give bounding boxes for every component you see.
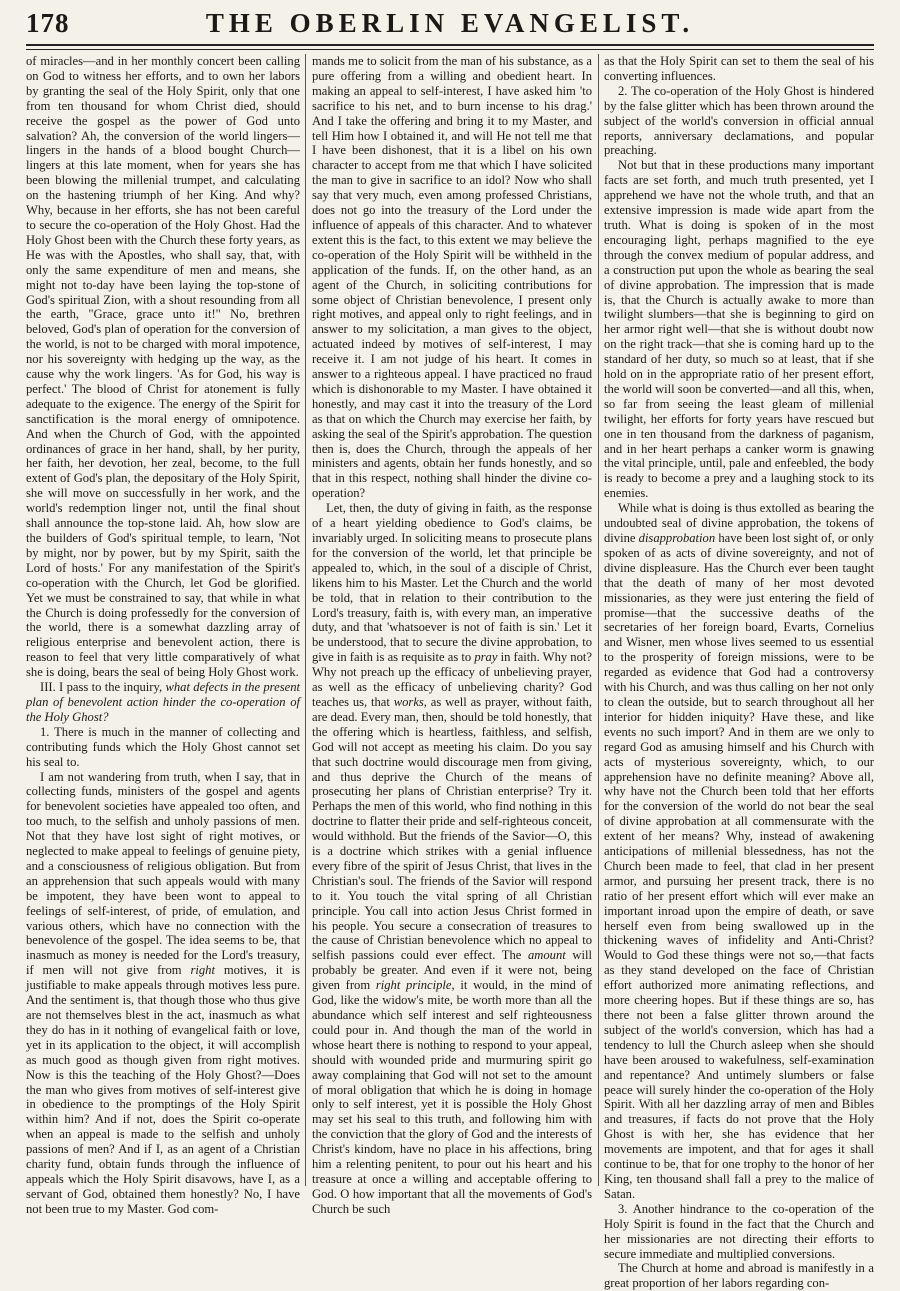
paragraph: 2. The co-operation of the Holy Ghost is hindered by the false glitter which has been thrown around the subject of the world's conversion in official annual reports, anniversary declamations, and popular preaching. [604,83,874,158]
italic-text: right [190,963,215,978]
paragraph: of miracles—and in her monthly concert been calling on God to witness her efforts, and to own her labors by granting the seal of the Holy Spirit, only that one from ten thousand for whom Christ died, should receive the gospel as the power of God unto salvation? Ah, the conversion of the world lingers—lingers in the hands of a blood bought Church—lingers at this late moment, when for years she has been blowing the millenial trumpet, and calculating on the hastening triumph of her King. And why? Why, because in her efforts, she has not been careful to secure the co-operation of the Holy Ghost. Had the Holy Ghost been with the Church these forty years, as He was with the Apostles, who shall say, that, with only the same expenditure of men and means, she might not to-day have been laying the top-stone of God's spiritual Zion, with a shout resounding from all the earth, "Grace, grace unto it!" No, brethren beloved, God's plan of operation for the conversion of the world, is not to be charged with moral impotence, nor his sovereignty with hedging up the way, as the cause why the work lingers. 'As for God, his way is perfect.' The blood of Christ for atonement is fully adequate to the exigence. The energy of the Spirit for sanctification is the moral energy of omnipotence. And when the Church of God, with the appointed ordinances of grace in her hand, shall, by her purity, her faith, her devotion, her zeal, become, to the full extent of God's plan, the depositary of the Holy Spirit, she will move on successfully in her work, and the world's redemption linger not, until the final shout shall announce the top-stone laid. Ah, how slow are the builders of God's spiritual temple, to learn, 'Not by might, nor by power, but by my Spirit, saith the Lord of hosts.' For any manifestation of the Spirit's co-operation with the Church, let God be glorified. Yet we must be constrained to say, that while in what the Church is doing professedly for the conversion of the world, there is a somewhat dazzling array of religious enterprise and benevolent action, there is reason to feel that very little comparatively of what she is doing, bears the seal of being Holy Ghost work. [26,54,300,680]
masthead-title: THE OBERLIN EVANGELIST. [205,8,695,38]
page-number: 178 [26,8,70,38]
italic-text: pray [474,650,498,665]
paragraph: 1. There is much in the manner of collecting and contributing funds which the Holy Ghost cannot set his seal to. [26,724,300,769]
italic-text: amount [527,948,566,963]
section-heading-paragraph [26,680,300,725]
paragraph [26,770,300,1217]
paragraph: Not but that in these productions many important facts are set forth, and much truth presented, yet I apprehend we have not the whole truth, and that an extensive impression is made wide apart from the truth. What is doing is spoken of in the most encouraging light, perhaps magnified to the eye through the convex medium of popular address, and a construction put upon the whole as bearing the seal of divine approbation. The impression that is made is, that the Church is actually awake to more than twilight slumbers—that she is beginning to gird on her armor right well—that she is without doubt now on the right track—that she is coming hard up to the standard of her duty, so much so at least, that if she hold on in the appropriate ratio of her present effort, the world will soon be converted—and all this, when, so far from seeing the least gleam of millenial twilight, her efforts for forty years have rescued but one in ten thousand from the darkness of paganism, and in her heart perhaps a canker worm is gnawing the vital principle, until, pale and enfeebled, the body is ready to become a prey and a laughing stock to its enemies. [604,158,875,501]
header-rule-thin [26,49,874,50]
column-divider [598,54,599,1186]
italic-text: right principle, [375,978,455,993]
italic-text: what defects in the present plan of benevolent action hinder the co-operation of the Holy Ghost? [26,680,300,724]
text-run: motives, it is justifiable to make appeals through motives less pure. And the sentiment is, that though those who thus give are not themselves blest in the act, inasmuch as what they do has in it nothing of evangelical faith or love, yet in its application to the object, it will accomplish as much good as though given from right motives. Now is this the teaching of the Holy Ghost?—Does the man who gives from motives of self-interest give in obedience to the promptings of the Holy Spirit within him? And if not, does the Spirit co-operate when an appeal is made to the selfish and unholy passions of men? And if I, as an agent of a Christian charity fund, obtain funds through the influence of appeals which the Holy Spirit disavows, have I, as a servant of God, obtained them honestly? No, I have not been true to my Master. God com- [26,963,300,1216]
page-header [26,8,874,40]
column-1 [26,54,300,1216]
paragraph [312,501,592,1217]
text-run: will probably be greater. And even if it were not, being given from [312,948,592,993]
italic-text: disapprobation [638,531,716,545]
text-run: as well as prayer, without faith, are dead. Every man, then, should be told honestly, that the offering which is heartless, faithless, and selfish, God will not accept as meeting his claim. Do you say that such doctrine would discourage men from giving, and thus deprive the Church of the means of prosecuting her plans of Christian enterprise? Try it. Perhaps the men of this world, who find nothing in this doctrine to flatter their pride and self-righteous conceit, would withhold. But the friends of the Savior—O, this is a doctrine which strikes with a genial influence every fibre of the spirit of Jesus Christ, that lives in the Christian's soul. The friends of the Savior will respond to it. You touch the vital spring of all Christian principle. You call into action Jesus Christ formed in his people. You secure a consecration of treasures to the cause of Christian benevolence which no appeal to selfish passions could ever effect. The [312,694,592,963]
text-run: have been lost sight of, or only spoken of as acts of divine sovereignty, and not of divine displeasure. Has the Church ever been taught that the death of many of her most devoted missionaries, as they were just entering the field of promise—that the successive deaths of the secretaries of her foreign board, Evarts, Cornelius and Wisner, men whose lives seemed to us essential to the prosperity of foreign missions, were to be regarded as evidence that God had a controversy with his Church, and was thus calling on her not only to clean the outside, but to search throughout all her interior for hidden iniquity? Have these, and like events no such import? And in them are we only to regard God as amusing himself and his Church with acts of mysterious sovereignty, which, to our apprehension have no definite meaning? Above all, why have not the Church been told that her efforts for the conversion of the world do not bear the seal of divine approbation at all commensurate with the extent of her means? Why, instead of awakening anticipations of millenial blessedness, has not the Church been made to feel, that clad in her present armor, and pursuing her present track, there is no ratio of her present effort which will ever make an important inroad upon the empire of death, or save herself even from being swallowed up in the thickening waves of infidelity and Anti-Christ? Would to God these things were not so,—that facts as they stand developed on the face of Christian effort authorized more animating reflections, and more cheering hopes. But if these things are so, has there not been a false glitter thrown around the subject of the world's conversion, which has had a tendency to lull the Church asleep when she should have been aroused to wakefulness, self-examination and repentance? And untimely slumbers or false peace will surely hinder the co-operation of the Holy Spirit. With all her dazzling array of men and Bibles and treasures, if facts do not prove that the Holy Ghost is with her, she has evidence that her movements are impotent, and that for ages it shall continue to be, that for one trophy to the honor of her King, ten thousand shall fall a prey to the malice of Satan. [604,531,874,1201]
paragraph [604,501,874,1202]
paragraph: mands me to solicit from the man of his substance, as a pure offering from a willing and obedient heart. In making an appeal to self-interest, I have asked him 'to sacrifice to his net, and to burn incense to his drag.' And I take the offering and bring it to my Master, and tell Him how I obtained it, and will He not tell me that I have been dishonest, that it is a libel on his own character to accept from me that which I have solicited the man to give in sacrifice to an idol? Now who shall say that very much, even among professed Christians, does not go into the treasury of the Lord under the influence of appeals of this character. And to whatever extent this is the fact, to this extent we may believe the co-operation of the Holy Spirit will be withheld in the application of the funds. If, on the other hand, as an agent of the Church, in soliciting contributions for some object of Christian benevolence, I present only right motives, and appeal only to right feelings, and in answer to my solicitation, a man gives to the object, actuated indeed by motives of self-interest, I may receive it. I am not judge of his heart. It comes in answer to a righteous appeal. I have practiced no fraud which is dishonorable to my Master. I have obtained it honestly, and may cast it into the treasury of the Lord as that on which the Church may exercise her faith, by asking the seal of the Spirit's approbation. The question then is, does the Church, through the appeals of her ministers and agents, obtain her funds honestly, and so that in this respect, nothing shall hinder the divine co-operation? [312,54,592,501]
column-3 [604,54,875,1291]
paragraph: The Church at home and abroad is manifestly in a great proportion of her labors regarding con- [604,1261,874,1291]
column-divider [305,54,306,1186]
text-run: in faith. Why not? Why not preach up the efficacy of unbelieving prayer, as well as the efficacy of unbelieving charity? God teaches us, that [312,650,592,709]
header-rule-thick [26,44,874,46]
text-run: it would, in the mind of God, like the widow's mite, be worth more than all the abundance which self interest and self righteousness could pour in. And though the man of the world in whose heart there is nothing to respond to your appeal, should with wounded pride and murmuring spirit go away complaining that God will not set to the amount of moral obligation that which he is doing in homage only to self interest, yet it is possible the Holy Ghost may set his seal to this truth, and following him with the conviction that the glory of God and the interests of Christ's kindom, have no place in his affections, bring him a relenting penitent, to pour out his heart and his treasure at once a willing and acceptable offering to God. O how important that all the movements of God's Church be such [312,978,593,1216]
text-run: I am not wandering from truth, when I say, that in collecting funds, ministers of the gospel and agents for benevolent societies have appealed too often, and too much, to the selfish and unholy passions of men. Not that they have lost sight of right motives, or neglected to make appeal to feelings of genuine piety, and a consciousness of religious obligation. But from an apprehension that such appeals would with many be impotent, they have been wont to appeal to feelings of self-interest, of pride, of emulation, and various others, which have no connection with the benevolence of the gospel. The idea seems to be, that inasmuch as money is needed for the Lord's treasury, if men will not give from [26,769,300,978]
italic-text: works, [393,694,427,709]
text-run: Let, then, the duty of giving in faith, as the response of a heart yielding obedience to God's claims, be invariably urged. In soliciting means to prosecute plans for the conversion of the world, let that principle be appealed to, which, in the soul of a disciple of Christ, likens him to his Master. Let the Church and the world be told, that in relation to their contribution to the Lord's treasury, faith is, with every man, an imperative duty, and that 'whatsoever is not of faith is sin.' Let it be understood, that to secure the divine approbation, to give in faith is as requisite as to [312,501,592,665]
text-run: III. I pass to the inquiry, [40,680,163,695]
column-2 [312,54,593,1216]
paragraph: as that the Holy Spirit can set to them the seal of his converting influences. [604,54,874,83]
paragraph: 3. Another hindrance to the co-operation of the Holy Spirit is found in the fact that the Church and her missionaries are not directing their efforts to secure immediate and multiplied conversions. [604,1201,874,1261]
text-run: While what is doing is thus extolled as bearing the undoubted seal of divine approbation, the tokens of divine [604,501,874,545]
